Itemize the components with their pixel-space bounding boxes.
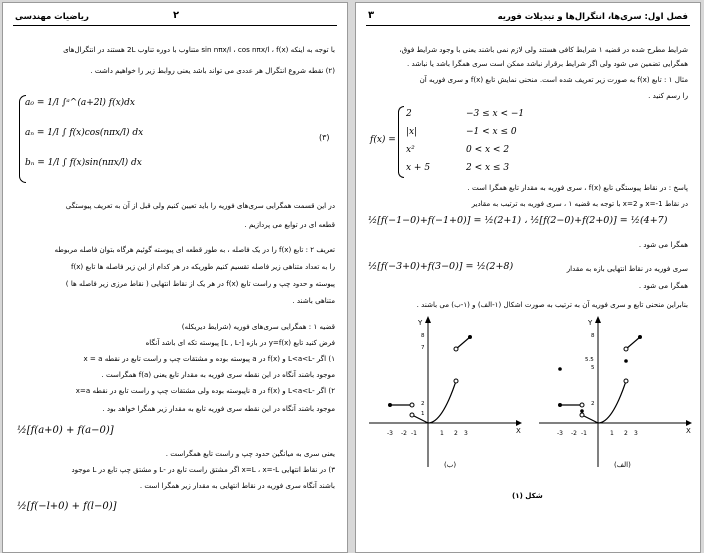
text-line: مثال ۱ : تابع f(x) به صورت زیر تعریف شده است. منحنی نمایش تابع f(x) و سری فوریه آن xyxy=(419,75,688,84)
text-line: یعنی سری به میانگین حدود چپ و راست تابع همگراست . xyxy=(165,449,335,458)
text-line: پاسخ : در نقاط پیوستگی تابع f(x) ، سری فوریه به مقدار تابع همگرا است . xyxy=(467,183,688,192)
point-open xyxy=(410,403,414,407)
text-line: را به تعداد متناهی زیر فاصله تقسیم کنیم طوریکه در هر کدام از این زیر فاصله ها تابع f(x) xyxy=(70,262,335,271)
y-tick-label: 8 xyxy=(591,333,595,339)
y-tick-label: 8 xyxy=(421,333,425,339)
text-line: باشند آنگاه سری فوریه در نقاط انتهایی به مقدار زیر همگرا است . xyxy=(139,481,335,490)
text-line: موجود باشند آنگاه در این نقطه سری فوریه تابع به مقدار زیر همگرا خواهد بود . xyxy=(102,404,335,413)
left-page-book-title: ریاضیات مهندسی xyxy=(15,12,89,22)
point-filled xyxy=(388,403,392,407)
right-page-chapter-title: فصل اول: سری‌ها، انتگرال‌ها و تبدیلات فوریه xyxy=(497,12,688,22)
segment-linear xyxy=(626,337,640,349)
text-line: سری فوریه در نقاط انتهایی بازه به مقدار xyxy=(566,264,688,273)
equation-average: ½[f(a+0) + f(a−0)] xyxy=(17,425,114,436)
tick-label: 1 xyxy=(610,430,614,437)
y-tick-label: 5 xyxy=(591,365,595,371)
point-open xyxy=(580,413,584,417)
y-tick-label: 7 xyxy=(421,345,425,351)
piecewise-lhs: f(x) = xyxy=(370,135,396,145)
figure-caption: شکل (۱) xyxy=(512,491,543,500)
graph-label: (ب) xyxy=(444,461,457,469)
y-tick-label: 2 xyxy=(591,401,595,407)
y-axis-label: Y xyxy=(588,319,593,327)
graph-function xyxy=(534,315,694,475)
equation-brace xyxy=(19,95,26,183)
y-tick-label: 1 xyxy=(421,411,425,417)
left-page-header xyxy=(13,8,337,26)
x-axis-arrow xyxy=(516,420,522,426)
y-tick-label: 2 xyxy=(421,401,425,407)
tick-label: -1 xyxy=(411,430,417,437)
piecewise-value: 2 xyxy=(406,109,412,119)
text-line: شرایط مطرح شده در قضیه ۱ شرایط کافی هستند ولی لازم نمی باشند یعنی با وجود شرایط فوق، xyxy=(399,45,688,54)
right-page-header xyxy=(366,8,690,26)
point-open xyxy=(580,403,584,407)
equation-number: (۳) xyxy=(319,133,330,142)
tick-label: -1 xyxy=(581,430,587,437)
tick-label: -2 xyxy=(571,430,577,437)
text-line: ۳) در نقاط انتهایی x=L ، x=-L اگر مشتق راست تابع در -L و مشتق چپ تابع در L موجود xyxy=(71,465,335,474)
piecewise-value: x + 5 xyxy=(406,163,431,173)
point-filled xyxy=(638,335,642,339)
tick-label: -3 xyxy=(557,430,563,437)
x-axis-arrow xyxy=(686,420,692,426)
y-axis-arrow xyxy=(425,316,431,323)
equation-a0: a₀ = 1/l ∫ᵃ^(a+2l) f(x)dx xyxy=(25,98,136,108)
y-tick-label: 5.5 xyxy=(585,357,594,363)
segment-abs xyxy=(412,415,428,423)
point-open xyxy=(410,413,414,417)
text-line: قطعه ای در توابع می پردازیم . xyxy=(244,220,335,229)
tick-label: 1 xyxy=(440,430,444,437)
text-line: متناهی باشند . xyxy=(292,296,335,305)
piecewise-brace xyxy=(398,106,404,178)
tick-label: -2 xyxy=(401,430,407,437)
text-line: با توجه به اینکه sin nπx/l ، cos nπx/l ، f(x) متناوب با دوره تناوب 2L هستند در انتگرال‌های xyxy=(63,45,335,54)
point-open xyxy=(454,347,458,351)
tick-label: -3 xyxy=(387,430,393,437)
graph-fourier-series xyxy=(364,315,524,475)
tick-label: 2 xyxy=(624,430,628,437)
tick-label: 3 xyxy=(464,430,468,437)
piecewise-value: x² xyxy=(406,145,415,155)
text-line: همگرایی تضمین می شود ولی اگر شرایط برقرار نباشد ممکن است سری همگرا باشد یا نباشد . xyxy=(407,59,688,68)
piecewise-value: |x| xyxy=(406,127,418,137)
graph-label: (الف) xyxy=(614,461,631,469)
text-line: پیوسته و حدود چپ و راست تابع f(x) در هر یک از نقاط انتهایی ( نقاط مرزی زیر فاصله ها ) xyxy=(65,279,335,288)
x-axis-label: X xyxy=(686,427,691,435)
point-filled xyxy=(558,403,562,407)
text-line: بنابراین منحنی تابع و سری فوریه آن به ترتیب به صورت اشکال (۱-الف) و (۱-ب) می باشند . xyxy=(416,300,688,309)
text-line: تعریف ۲ : تابع f(x) را در یک فاصله ، به طور قطعه ای پیوسته گوئیم هرگاه بتوان فاصله مربوطه xyxy=(54,245,335,254)
piecewise-condition: −1 < x ≤ 0 xyxy=(466,127,517,137)
text-line: در نقاط x=-1 و x=2 با توجه به قضیه ۱ ، سری فوریه به ترتیب به مقادیر xyxy=(471,199,688,208)
equation-an: aₙ = 1/l ∫ f(x)cos(nπx/l) dx xyxy=(25,128,144,138)
text-line: موجود باشند آنگاه در این نقطه سری فوریه به مقدار تابع یعنی f(a) همگراست . xyxy=(101,370,335,379)
text-line: ۱) اگر -L<a<L و f(x) در a پیوسته بوده و مشتقات چپ و راست تابع در نقطه x = a xyxy=(83,354,335,363)
left-page xyxy=(2,2,348,553)
piecewise-condition: 2 < x ≤ 3 xyxy=(466,163,510,173)
point-average xyxy=(580,409,584,413)
tick-label: 2 xyxy=(454,430,458,437)
left-page-number: ۲ xyxy=(173,10,180,21)
point-average xyxy=(624,359,628,363)
point-open xyxy=(454,379,458,383)
x-axis-label: X xyxy=(516,427,521,435)
text-line: همگرا می شود . xyxy=(638,240,688,249)
text-line: همگرا می شود . xyxy=(638,281,688,290)
point-open xyxy=(624,379,628,383)
point-endpoint xyxy=(558,367,562,371)
text-line: را رسم کنید . xyxy=(648,91,688,100)
segment-linear xyxy=(456,337,470,349)
equation-jump-values: ½[f(−1−0)+f(−1+0)] = ½(2+1) ، ½[f(2−0)+f(2+0)] = ½(4+7) xyxy=(368,215,668,226)
tick-label: 3 xyxy=(634,430,638,437)
point-filled xyxy=(468,335,472,339)
segment-parabola xyxy=(428,381,456,423)
text-line: قضیه ۱ : همگرایی سری‌های فوریه (شرایط دیریکله) xyxy=(181,322,335,331)
text-line: ۲) اگر -L<a<L و f(x) در a ناپیوسته بوده ولی مشتقات چپ و راست تابع در نقطه x=a xyxy=(75,386,335,395)
right-page xyxy=(355,2,701,553)
equation-endpoint-values: ½[f(−3+0)+f(3−0)] = ½(2+8) xyxy=(368,261,514,272)
piecewise-condition: −3 ≤ x < −1 xyxy=(466,109,525,119)
y-axis-arrow xyxy=(595,316,601,323)
equation-endpoints: ½[f(−l+0) + f(l−0)] xyxy=(17,501,117,512)
text-line: در این قسمت همگرایی سری‌های فوریه را باید تعیین کنیم ولی قبل از آن به تعریف پیوستگی xyxy=(65,201,335,210)
point-open xyxy=(624,347,628,351)
right-page-number: ۳ xyxy=(368,10,375,21)
equation-bn: bₙ = 1/l ∫ f(x)sin(nπx/l) dx xyxy=(25,158,142,168)
y-axis-label: Y xyxy=(418,319,423,327)
segment-parabola xyxy=(598,381,626,423)
text-line: (۲) نقطه شروع انتگرال هر عددی می تواند باشد یعنی روابط زیر را خواهیم داشت . xyxy=(90,66,335,75)
piecewise-condition: 0 < x < 2 xyxy=(466,145,510,155)
segment-abs xyxy=(582,415,598,423)
text-line: فرض کنید تابع y=f(x) در بازه [-L , L] پیوسته تکه ای باشد آنگاه xyxy=(145,338,335,347)
